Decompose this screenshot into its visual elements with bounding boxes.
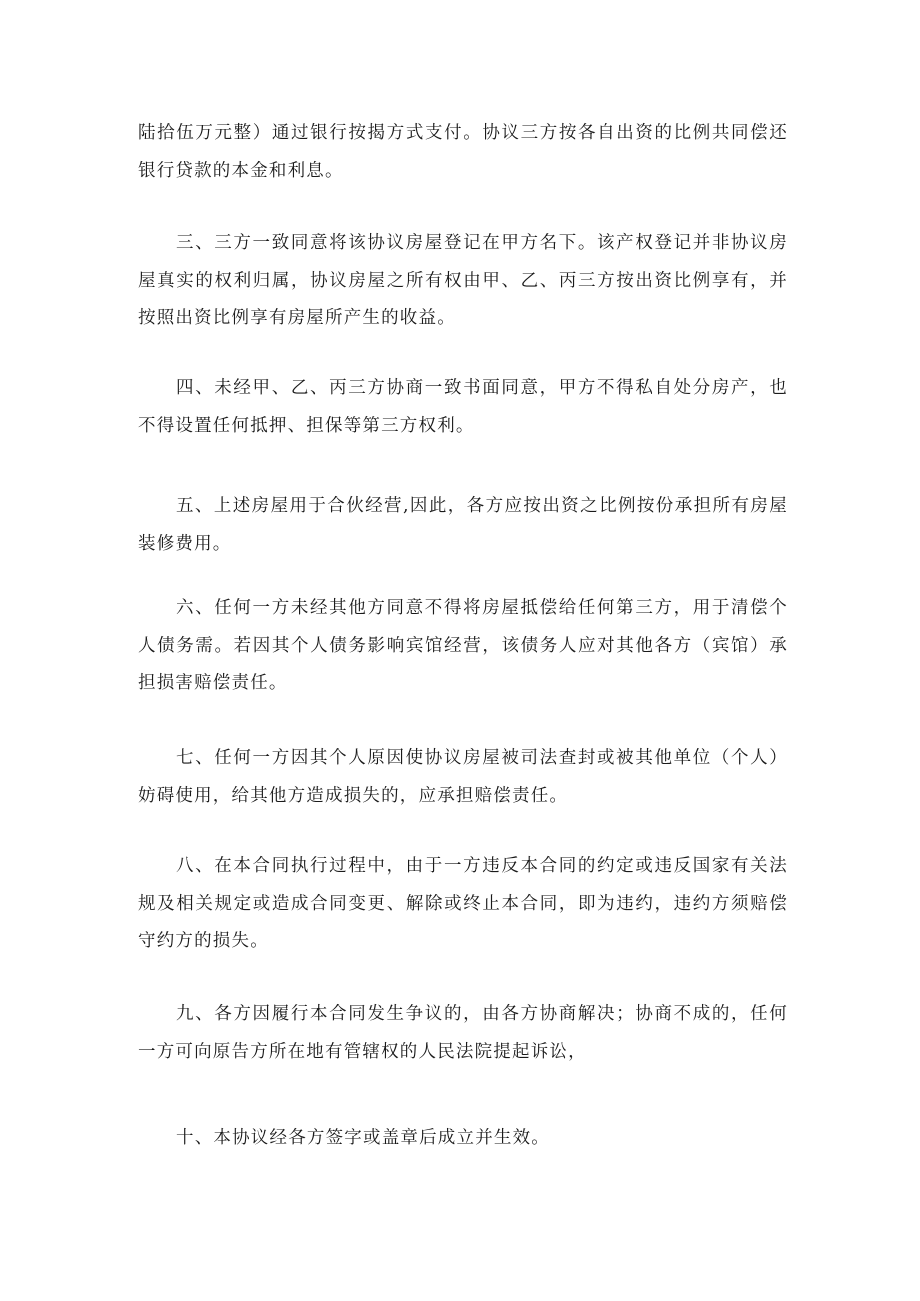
paragraph-clause-10: 十、本协议经各方签字或盖章后成立并生效。: [176, 1128, 550, 1148]
paragraph-clause-4: 四、未经甲、乙、丙三方协商一致书面同意，甲方不得私自处分房产，也不得设置任何抵押、担保等第三方权利。: [138, 378, 788, 436]
paragraph-payment-continuation: 陆拾伍万元整）通过银行按揭方式支付。协议三方按各自出资的比例共同偿还银行贷款的本金和利息。: [138, 123, 788, 181]
paragraph-clause-3: 三、三方一致同意将该协议房屋登记在甲方名下。该产权登记并非协议房屋真实的权利归属，协议房屋之所有权由甲、乙、丙三方按出资比例享有，并按照出资比例享有房屋所产生的收益。: [138, 233, 788, 328]
paragraph-clause-8: 八、在本合同执行过程中，由于一方违反本合同的约定或违反国家有关法规及相关规定或造成合同变更、解除或终止本合同，即为违约，违约方须赔偿守约方的损失。: [138, 856, 788, 951]
paragraph-clause-9: 九、各方因履行本合同发生争议的，由各方协商解决；协商不成的，任何一方可向原告方所在地有管辖权的人民法院提起诉讼，: [138, 1004, 788, 1062]
paragraph-clause-5: 五、上述房屋用于合伙经营,因此，各方应按出资之比例按份承担所有房屋装修费用。: [138, 496, 788, 554]
paragraph-clause-6: 六、任何一方未经其他方同意不得将房屋抵偿给任何第三方，用于清偿个人债务需。若因其个人债务影响宾馆经营，该债务人应对其他各方（宾馆）承担损害赔偿责任。: [138, 598, 788, 693]
paragraph-clause-7: 七、任何一方因其个人原因使协议房屋被司法查封或被其他单位（个人）妨碍使用，给其他方造成损失的，应承担赔偿责任。: [138, 748, 788, 806]
